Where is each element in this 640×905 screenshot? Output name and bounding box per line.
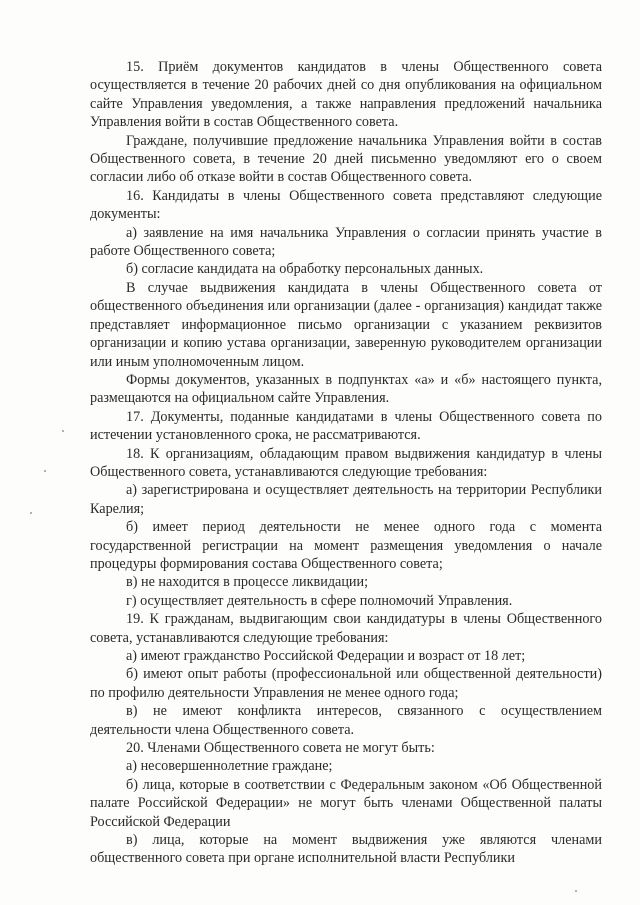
paragraph-20-a: а) несовершеннолетние граждане; xyxy=(126,758,333,775)
paragraph-18-b: б) имеет период деятельности не менее одного года с момента государственной регистрации на момент размещения уведомления о начале процедуры формирования состава Общественного совета; xyxy=(90,519,602,572)
scan-speck xyxy=(62,430,64,432)
paragraph-16-a: а) заявление на имя начальника Управления о согласии принять участие в работе Общественного совета; xyxy=(90,224,602,260)
paragraph-19-b: б) имеют опыт работы (профессиональной или общественной деятельности) по профилю деятельности Управления не менее одного года; xyxy=(90,666,602,701)
paragraph-20-b: б) лица, которые в соответствии с Федеральным законом «Об Общественной палате Российской Федерации» не могут быть членами Общественной палаты Российской Федерации xyxy=(90,776,602,830)
paragraph-18: 18. К организациям, обладающим правом выдвижения кандидатур в члены Общественного совета, устанавливаются следующие требования: xyxy=(90,445,602,480)
paragraph-18-g: г) осуществляет деятельность в сфере полномочий Управления. xyxy=(126,592,513,609)
paragraph-organization-nomination: В случае выдвижения кандидата в члены Общественного совета от общественного объединения или организации (далее - организация) кандидат также представляет информационное письмо организации с указанием реквизитов организации и копию устава организации, заверенную руководителем организации или иным уполномоченным лицом. xyxy=(90,279,602,370)
paragraph-20: 20. Членами Общественного совета не могут быть: xyxy=(126,740,435,757)
paragraph-20-v: в) лица, которые на момент выдвижения уже являются членами общественного совета при органе исполнительной власти Республики xyxy=(90,832,602,867)
paragraph-15: 15. Приём документов кандидатов в члены Общественного совета осуществляется в течение 20 рабочих дней со дня опубликования на официальном сайте Управления уведомления, а также направления предложений начальника Управления войти в состав Общественного совета. xyxy=(90,59,602,131)
scan-speck xyxy=(575,890,577,892)
scan-speck xyxy=(44,470,46,472)
paragraph-18-v: в) не находится в процессе ликвидации; xyxy=(126,574,369,591)
paragraph-16: 16. Кандидаты в члены Общественного совета представляют следующие документы: xyxy=(90,187,602,223)
paragraph-18-a: а) зарегистрирована и осуществляет деятельность на территории Республики Карелия; xyxy=(90,482,602,517)
paragraph-19-v: в) не имеют конфликта интересов, связанного с осуществлением деятельности члена Общественного совета. xyxy=(90,703,602,738)
paragraph-16-b: б) согласие кандидата на обработку персональных данных. xyxy=(126,261,484,278)
paragraph-citizens-invitation: Граждане, получившие предложение начальника Управления войти в состав Общественного совета, в течение 20 дней письменно уведомляют его о своем согласии либо об отказе войти в состав Общественного совета. xyxy=(90,132,602,186)
paragraph-17: 17. Документы, поданные кандидатами в члены Общественного совета по истечении установленного срока, не рассматриваются. xyxy=(90,408,602,444)
paragraph-19-a: а) имеют гражданство Российской Федерации и возраст от 18 лет; xyxy=(126,648,526,664)
scan-speck xyxy=(30,512,32,514)
document-body xyxy=(90,58,602,868)
paragraph-document-forms: Формы документов, указанных в подпунктах «а» и «б» настоящего пункта, размещаются на официальном сайте Управления. xyxy=(90,371,602,407)
paragraph-19: 19. К гражданам, выдвигающим свои кандидатуры в члены Общественного совета, устанавливаются следующие требования: xyxy=(90,611,602,646)
